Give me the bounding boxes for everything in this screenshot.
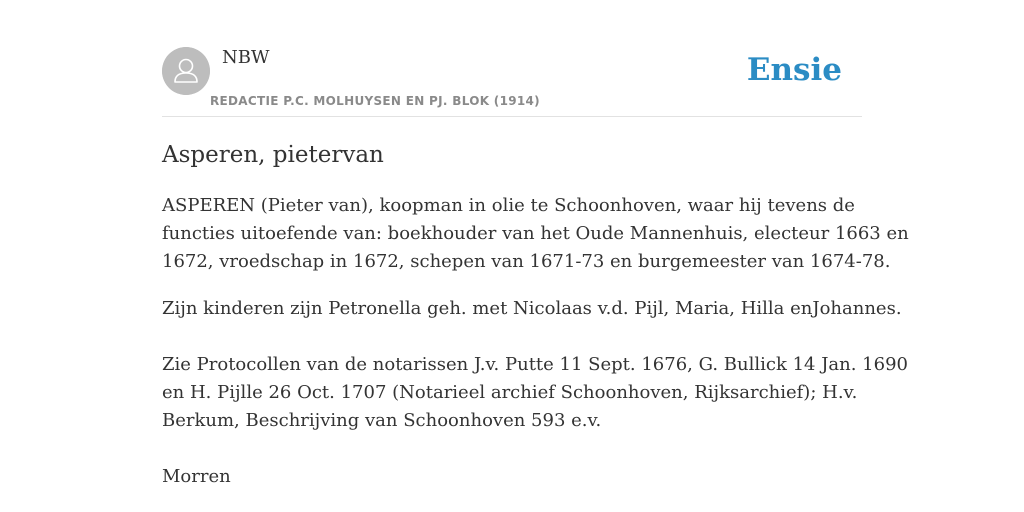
ensie-logo[interactable]: Ensie — [746, 52, 842, 88]
source-subtitle: REDACTIE P.C. MOLHUYSEN EN PJ. BLOK (1914) — [210, 94, 540, 108]
paragraph-line: Berkum, Beschrijving van Schoonhoven 593 e.v. — [162, 410, 602, 431]
paragraph-line: ASPEREN (Pieter van), koopman in olie te Schoonhoven, waar hij tevens de — [162, 195, 855, 216]
article-paragraph — [162, 351, 908, 435]
source-header — [162, 40, 862, 117]
article-author: Morren — [162, 466, 231, 487]
paragraph-line: en H. Pijlle 26 Oct. 1707 (Notarieel archief Schoonhoven, Rijksarchief); H.v. — [162, 382, 858, 403]
article-paragraph: Zijn kinderen zijn Petronella geh. met Nicolaas v.d. Pijl, Maria, Hilla enJohannes. — [162, 298, 902, 319]
article-paragraph — [162, 192, 909, 276]
avatar — [162, 47, 210, 95]
paragraph-line: Zie Protocollen van de notarissen J.v. Putte 11 Sept. 1676, G. Bullick 14 Jan. 1690 — [162, 354, 908, 375]
paragraph-line: functies uitoefende van: boekhouder van het Oude Mannenhuis, electeur 1663 en — [162, 223, 909, 244]
article — [162, 140, 909, 487]
article-title: Asperen, pietervan — [162, 142, 384, 168]
person-icon — [162, 47, 210, 95]
source-name[interactable]: NBW — [222, 47, 270, 68]
paragraph-line: 1672, vroedschap in 1672, schepen van 1671-73 en burgemeester van 1674-78. — [162, 251, 891, 272]
